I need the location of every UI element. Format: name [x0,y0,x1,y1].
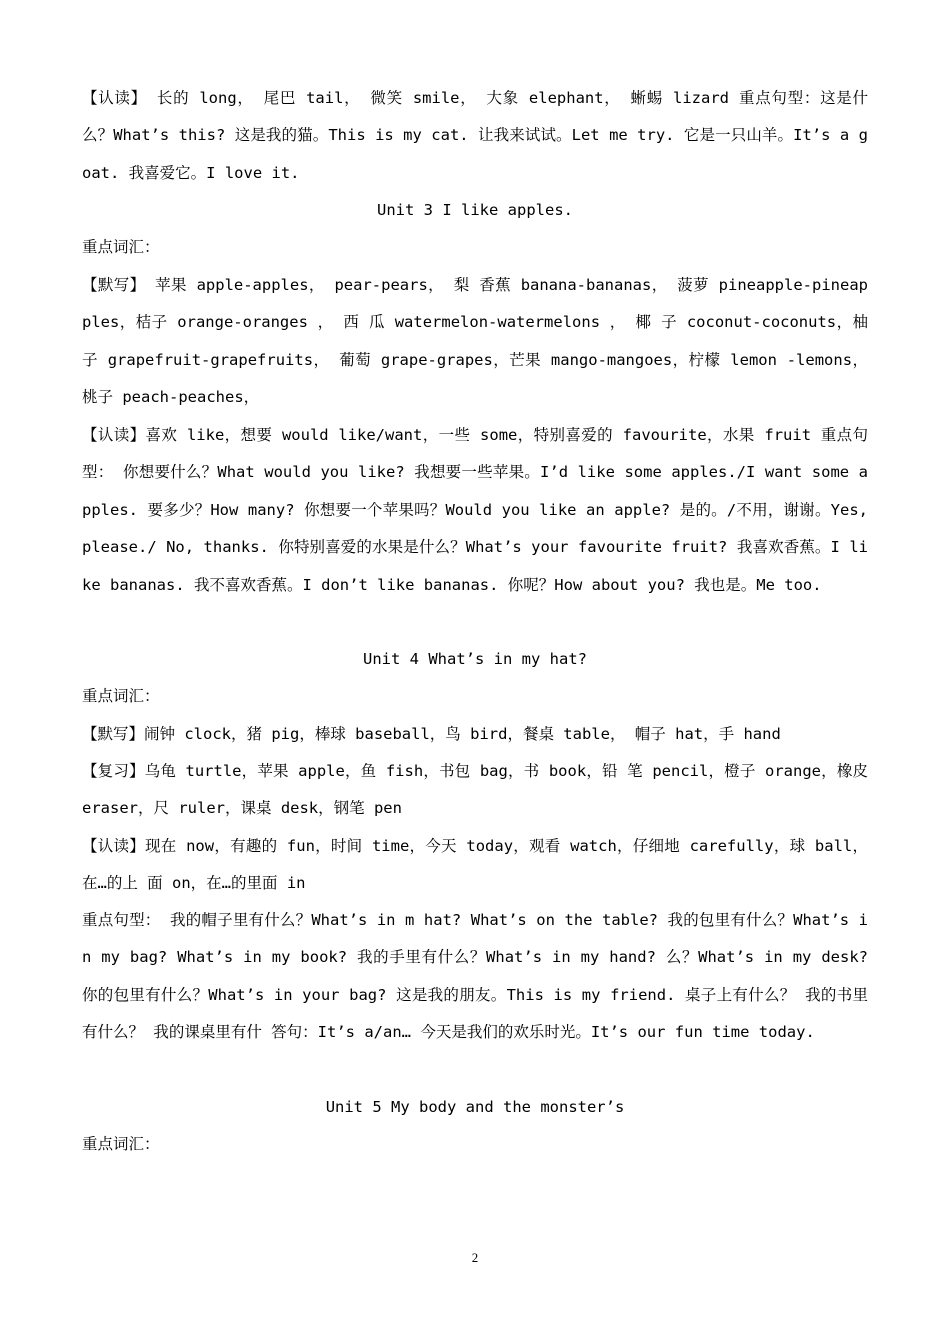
vocab-label-unit3: 重点词汇： [82,238,160,256]
heading-unit3: Unit 3 I like apples. [377,201,573,219]
heading-unit4: Unit 4 What’s in my hat? [363,650,587,668]
paragraph-unit3-dictation: 【默写】 苹果 apple-apples， pear-pears， 梨 香蕉 banana-bananas， 菠萝 pineapple-pineapples，桔子 orange-oranges ， 西 瓜 watermelon-watermelons ， 椰 子 coconut-coconuts，柚子 grapefruit-grapefruits， 葡萄 grape-grapes，芒果 mango-mangoes，柠檬 lemon -lemons， 桃子 peach-peaches， [82,276,868,407]
paragraph-unit4-sentences: 重点句型： 我的帽子里有什么？What’s in m hat? What’s on the table? 我的包里有什么？What’s in my bag? What’s in my book? 我的手里有什么？What’s in my hand? 么？What’s in my desk? 你的包里有什么？What’s in your bag? 这是我的朋友。This is my friend. 桌子上有什么？ 我的书里有什么？ 我的课桌里有什 答句：It’s a/an… 今天是我们的欢乐时光。It’s our fun time today. [82,911,868,1042]
vocab-label-unit4: 重点词汇： [82,687,160,705]
paragraph-unit4-read: 【认读】现在 now，有趣的 fun，时间 time，今天 today，观看 watch，仔细地 carefully，球 ball，在…的上 面 on，在…的里面 in [82,837,868,893]
heading-unit5: Unit 5 My body and the monster’s [325,1098,625,1116]
page-number: 2 [471,1250,479,1265]
paragraph-unit2-read: 【认读】 长的 long， 尾巴 tail， 微笑 smile， 大象 elephant， 蜥蜴 lizard 重点句型：这是什么？What’s this? 这是我的猫。This is my cat. 让我来试试。Let me try. 它是一只山羊。It’s a goat. 我喜爱它。I love it. [82,89,868,182]
vocab-label-unit5: 重点词汇： [82,1135,160,1153]
paragraph-unit4-review: 【复习】乌龟 turtle，苹果 apple，鱼 fish，书包 bag，书 book，铅 笔 pencil，橙子 orange，橡皮 eraser，尺 ruler，课桌 desk，钢笔 pen [82,762,868,818]
paragraph-unit3-read: 【认读】喜欢 like，想要 would like/want，一些 some，特别喜爱的 favourite，水果 fruit 重点句型： 你想要什么？What would you like? 我想要一些苹果。I’d like some apples./I want some apples. 要多少？How many? 你想要一个苹果吗？Would you like an apple? 是的。/不用，谢谢。Yes, please./ No, thanks. 你特别喜爱的水果是什么？What’s your favourite fruit? 我喜欢香蕉。I like bananas. 我不喜欢香蕉。I don’t like bananas. 你呢？How about you? 我也是。Me too. [82,426,868,594]
paragraph-unit4-dictation: 【默写】闹钟 clock，猪 pig，棒球 baseball，鸟 bird，餐桌 table， 帽子 hat，手 hand [82,725,781,743]
